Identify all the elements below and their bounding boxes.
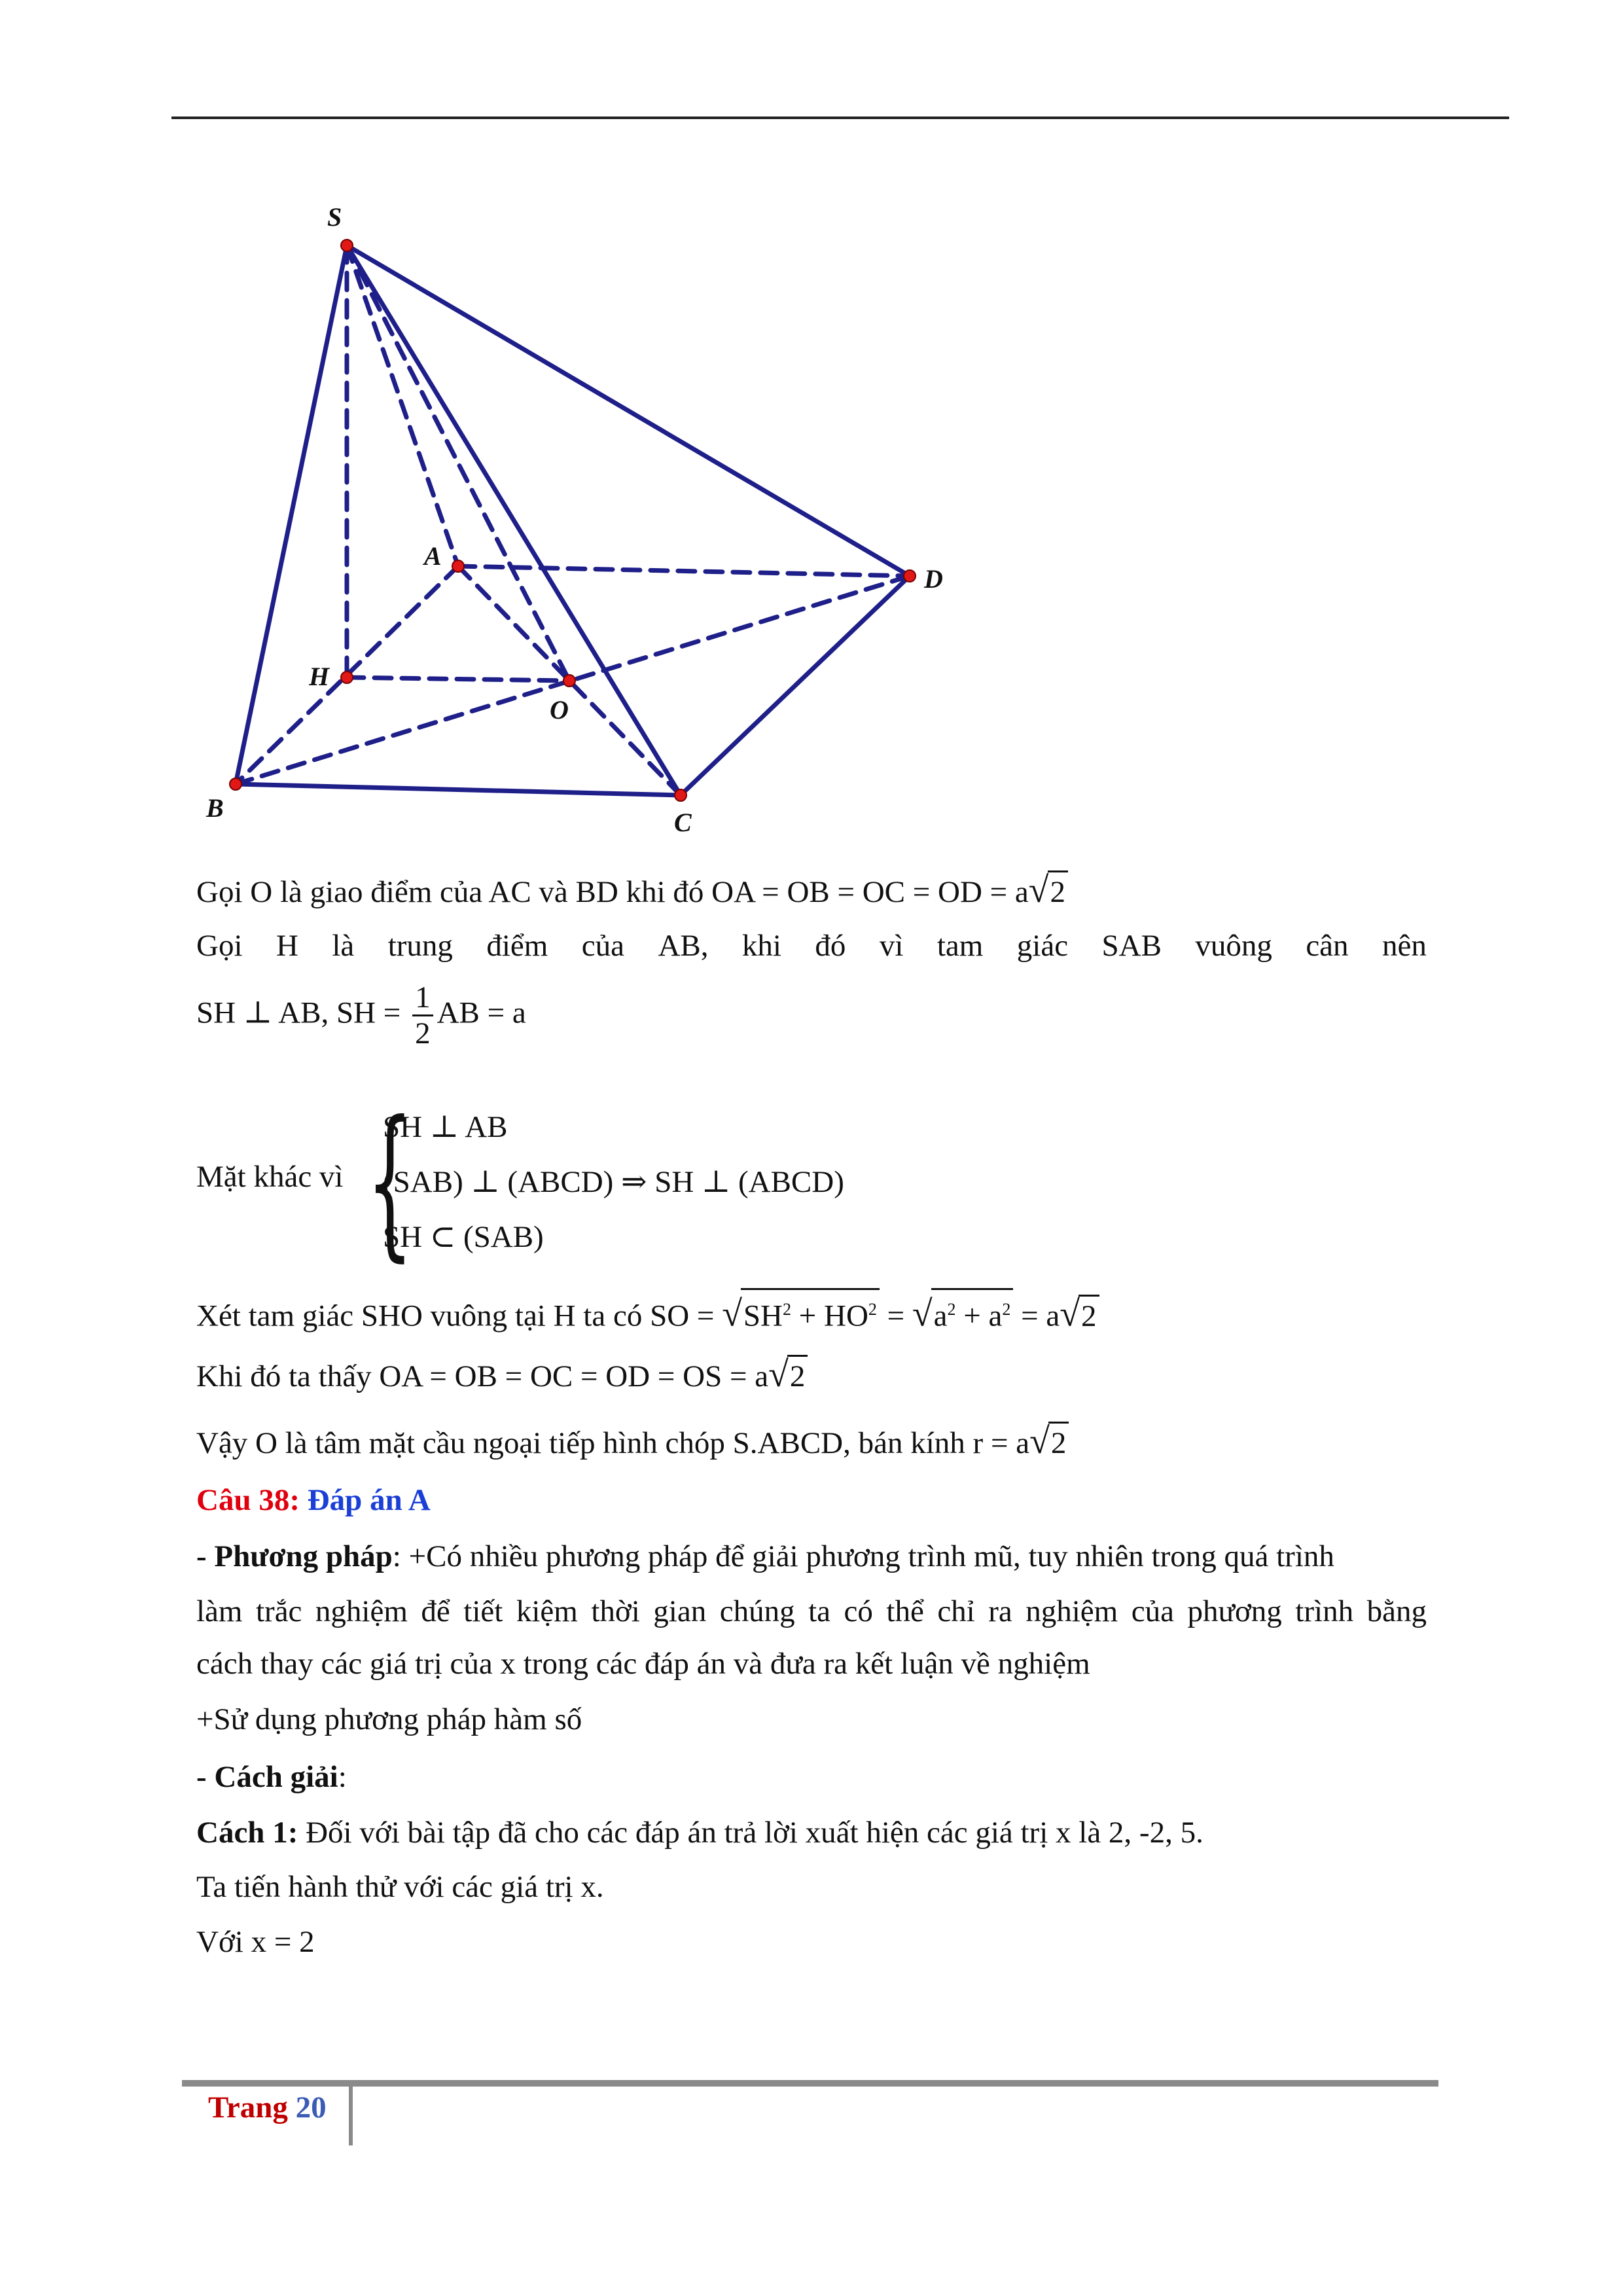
point-D [904,570,916,582]
method-line2-word-8: chúng [719,1594,795,1628]
exponent: 2 [947,1300,956,1319]
result-radicand: 2 [1079,1295,1099,1336]
exponent: 2 [783,1300,792,1319]
line2-word-3: trung [387,929,453,963]
sqrt-term-2 [931,1288,1014,1336]
line2-word-5: của [581,929,624,963]
with-text: Với [196,1925,251,1959]
pyramid-figure [0,0,1623,877]
line-sh-equation [196,980,526,1050]
method-line2-word-15: của [1131,1594,1174,1628]
method-line2-word-17: trình [1295,1594,1354,1628]
term-a: a [933,1299,948,1333]
method-line2-word-11: thể [886,1594,924,1628]
system-row-2: (SAB) ⊥ (ABCD) ⇒ SH ⊥ (ABCD) [383,1165,844,1199]
term-sh: SH [743,1299,783,1333]
line2-word-8: đó [815,929,846,963]
label-D: D [924,564,943,594]
fraction-denominator: 2 [415,1016,431,1050]
fraction-one-half [412,980,433,1050]
label-B: B [206,793,224,823]
method-line2-word-12: chỉ [937,1594,975,1628]
exponent: 2 [1002,1300,1011,1319]
line2-word-1: H [276,929,298,963]
page-footer [208,2088,327,2127]
line1-text: Gọi O là giao điểm của AC và BD khi đó [196,875,712,909]
line5-text: Xét tam giác SHO vuông tại H ta có [196,1299,651,1333]
method-line2-word-5: kiệm [516,1594,578,1628]
line5-so: SO = [650,1299,722,1333]
method-line2-word-1: trắc [255,1594,302,1628]
result: = a [1013,1299,1060,1333]
method-line2-word-10: có [844,1594,873,1628]
footer-rule [182,2080,1438,2087]
line2-word-0: Gọi [196,929,243,963]
line-intersection-o [196,870,1068,912]
system-row-3: SH ⊂ (SAB) [383,1220,544,1254]
way1-text: Đối với bài tập đã cho các đáp án trả lời xuất hiện các giá trị x là 2, -2, 5. [298,1816,1204,1850]
edge-SB [236,245,347,784]
point-B [230,778,241,790]
line2-word-2: là [332,929,355,963]
method-line2-word-16: phương [1187,1594,1282,1628]
question-label: Câu 38: [196,1483,308,1517]
method-line2-word-9: ta [808,1594,831,1628]
system-label: Mặt khác vì [196,1160,344,1194]
sqrt-symbol: √ [912,1293,933,1335]
solution-colon: : [338,1760,347,1794]
line7-equation: r = a [972,1426,1030,1460]
equals: = [879,1299,912,1333]
method-line2-word-13: ra [988,1594,1012,1628]
page-number: 20 [295,2090,327,2125]
method-line-3: cách thay các giá trị của x trong các đáp án và đưa ra kết luận về nghiệm [196,1647,1090,1681]
footer-divider [349,2080,353,2145]
edge-SD [347,245,910,576]
method-line2-word-0: làm [196,1594,243,1628]
sqrt-symbol: √ [768,1354,789,1395]
method-line2-word-3: để [421,1594,450,1628]
sqrt-symbol: √ [1029,1421,1050,1462]
line1-radicand: 2 [1048,870,1069,912]
way1-label: Cách 1: [196,1816,298,1850]
line3-text: SH ⊥ AB, SH = [196,996,409,1030]
line2-word-6: AB, [658,929,709,963]
point-C [675,789,687,801]
line6-radicand: 2 [787,1355,808,1396]
edge-AD [458,566,910,576]
method-line2-word-7: gian [653,1594,707,1628]
line2-word-14: cân [1306,929,1349,963]
point-H [341,672,353,683]
method-line-1 [196,1537,1334,1576]
solution-heading [196,1757,347,1797]
label-H: H [309,662,330,691]
method-line2-word-14: nghiệm [1026,1594,1118,1628]
term-ho: + HO [791,1299,868,1333]
point-A [452,560,464,572]
edge-HO [347,677,569,681]
method-line2-word-4: tiết [463,1594,503,1628]
method-label: - Phương pháp [196,1539,393,1573]
sqrt-symbol: √ [722,1293,742,1335]
try-values-line: Ta tiến hành thử với các giá trị x. [196,1870,604,1904]
line6-equation: OA = OB = OC = OD = OS = a [379,1359,769,1393]
line-midpoint-h [196,926,1427,965]
way1-line [196,1813,1204,1852]
line2-word-4: điểm [486,929,548,963]
label-C: C [674,808,692,837]
method-line2-word-6: thời [591,1594,640,1628]
solution-label: - Cách giải [196,1760,338,1794]
with-equation: x = 2 [251,1925,315,1959]
sqrt-symbol: √ [1060,1293,1080,1335]
line1-equation: OA = OB = OC = OD = a [711,875,1029,909]
line2-word-15: nên [1382,929,1427,963]
sqrt-term-1 [741,1288,880,1336]
method-text: : +Có nhiều phương pháp để giải phương trình mũ, tuy nhiên trong quá trình [392,1539,1334,1573]
method-line-4: +Sử dụng phương pháp hàm số [196,1702,582,1736]
method-line2-word-18: bằng [1366,1594,1427,1628]
term-a: + a [955,1299,1003,1333]
line2-word-11: giác [1016,929,1069,963]
line7-text: Vậy O là tâm mặt cầu ngoại tiếp hình chóp S.ABCD, bán kính [196,1426,973,1460]
label-A: A [424,541,442,571]
label-O: O [550,695,569,725]
system-row-1: SH ⊥ AB [383,1110,508,1144]
brace-symbol: { [366,1086,414,1276]
line2-word-13: vuông [1195,929,1272,963]
line2-word-9: vì [879,929,904,963]
with-x-line [196,1922,315,1962]
line2-word-10: tam [936,929,984,963]
line3-text-end: AB = a [437,996,526,1030]
point-O [563,675,575,687]
method-line2-word-2: nghiệm [315,1594,408,1628]
method-line-2 [196,1592,1427,1631]
page-label: Trang [208,2090,288,2125]
edge-SA [347,245,458,566]
edge-CD [681,576,910,795]
line7-radicand: 2 [1048,1422,1069,1463]
exponent: 2 [868,1300,877,1319]
line-sphere-center [196,1422,1069,1463]
line2-word-12: SAB [1101,929,1162,963]
label-S: S [327,202,342,232]
sqrt-symbol: √ [1028,870,1049,910]
line6-text: Khi đó ta thấy [196,1359,380,1393]
question-heading [196,1480,431,1520]
line2-word-7: khi [741,929,781,963]
edge-SC [347,245,681,795]
line-sho-triangle [196,1288,1099,1336]
answer-label: Đáp án A [307,1483,431,1517]
fraction-numerator: 1 [412,980,433,1016]
line-equal-distances [196,1355,808,1396]
point-S [341,240,353,251]
edge-BC [236,784,681,795]
